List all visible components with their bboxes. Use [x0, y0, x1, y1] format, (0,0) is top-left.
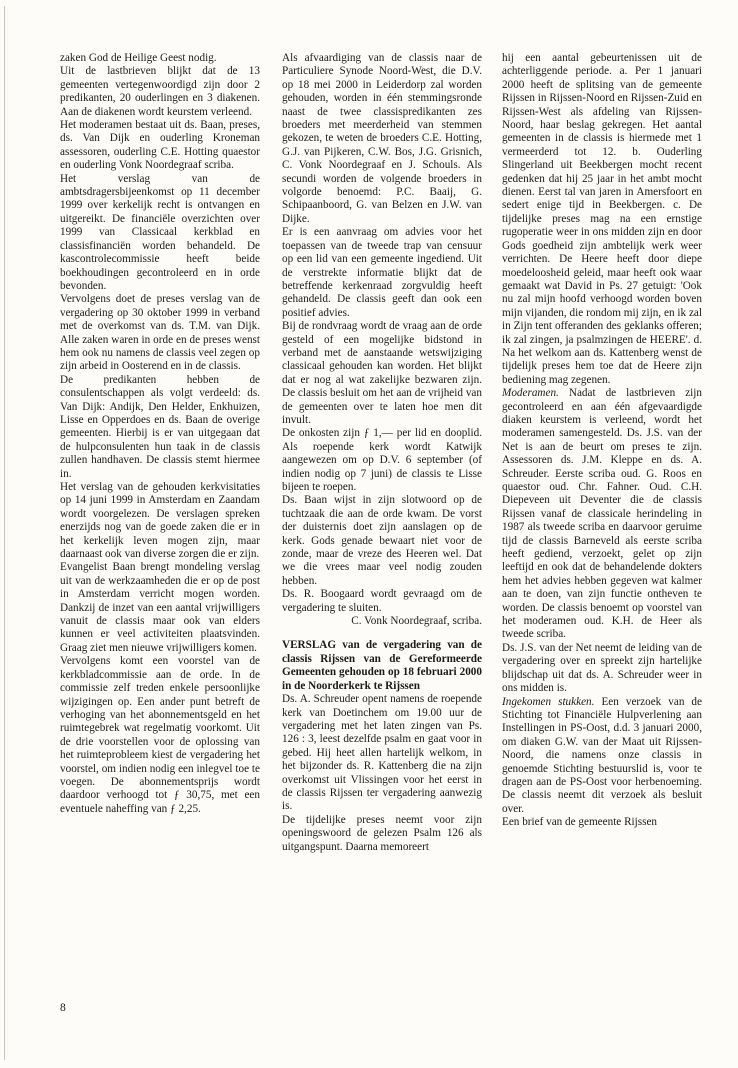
- paragraph-text: zaken God de Heilige Geest nodig.: [60, 52, 217, 64]
- paragraph: [282, 814, 482, 854]
- paragraph-text: Het verslag van de gehouden kerkvisitaties op 14 juni 1999 in Amsterdam en Zaandam wordt voorgelezen. De verslagen spreken enerzijds nog van de goede zaken die er in het kerkelijk leven mogen zijn, maar daarnaast ook van diverse zorgen die er zijn.: [60, 481, 260, 561]
- signature: [282, 615, 482, 628]
- paragraph: [502, 816, 702, 829]
- paragraph: [282, 588, 482, 615]
- paragraph: [282, 320, 482, 427]
- paragraph-text: Een verzoek van de Stichting tot Financiële Hulpverlening aan Instellingen in PS-Oost, d.d. 3 januari 2000, om diaken G.W. van der Maat uit Rijssen-Noord, die namens onze classis in genoemde Stichting bestuurslid is, voor te dragen aan de PS-Oost voor herbenoeming. De classis neemt dit verzoek als besluit over.: [502, 695, 702, 815]
- paragraph-text: De onkosten zijn ƒ 1,— per lid en dooplid. Als roepende kerk wordt Katwijk aangewezen om op D.V. 6 september (of indien nodig op 7 juni) de classis te Lisse bijeen te roepen.: [282, 427, 482, 493]
- paragraph-text: C. Vonk Noordegraaf, scriba.: [351, 615, 482, 628]
- paragraph: [502, 52, 702, 387]
- paragraph-text: Ds. A. Schreuder opent namens de roepende kerk van Doetinchem om 19.00 uur de vergadering met het laten zingen van Ps. 126 : 3, leest dezelfde psalm en gaat voor in gebed. Hij heet allen hartelijk welkom, in het bijzonder ds. R. Kattenberg die na zijn overkomst uit Vlissingen voor het eerst in de classis Rijssen ter vergadering aanwezig is.: [282, 693, 482, 813]
- paragraph: [282, 693, 482, 814]
- paragraph: [60, 561, 260, 655]
- paragraph: [502, 696, 702, 817]
- paragraph-text: Uit de lastbrieven blijkt dat de 13 gemeenten vertegenwoordigd zijn door 2 predikanten, 20 ouderlingen en 3 diakenen. Aan de diakenen wordt keurstem verleend.: [60, 65, 260, 118]
- paragraph: [502, 642, 702, 696]
- paragraph-text: Ds. J.S. van der Net neemt de leiding van de vergadering over en spreekt zijn hartelijke blijdschap uit dat ds. A. Schreuder weer in ons midden is.: [502, 641, 702, 695]
- paragraph-text: Er is een aanvraag om advies voor het toepassen van de tweede trap van censuur op een lid van een gemeente ingediend. Uit de verstrekte informatie blijkt dat de betreffende kerkenraad zorgvuldig heeft gehandeld. De classis geeft dan ook een positief advies.: [282, 226, 482, 319]
- page-number: 8: [60, 1002, 66, 1014]
- paragraph: [60, 119, 260, 173]
- paragraph: [282, 494, 482, 588]
- paragraph: [282, 427, 482, 494]
- paragraph-text: Vervolgens komt een voorstel van de kerkbladcommissie aan de orde. In de commissie zelf treden enkele persoonlijke wijzigingen op. Een ander punt betreft de verhoging van het abonnementsgeld en het ruimtegebrek wat regelmatig voorkomt. Uit de drie voorstellen voor de oplossing van het ruimteprobleem kiest de vergadering het voorstel, om indien nodig een inlegvel toe te voegen. De abonnementsprijs wordt daardoor verhoogd tot ƒ 30,75, met een eventuele naheffing van ƒ 2,25.: [60, 655, 260, 815]
- paragraph: [502, 387, 702, 642]
- paragraph-text: De predikanten hebben de consulentschappen als volgt verdeeld: ds. Van Dijk: Andijk, Den Helder, Enkhuizen, Lisse en Opperdoes en ds. Baan de overige gemeenten. Hierbij is er van uitgegaan dat de hulpconsulenten hun taak in de classis zullen handhaven. De classis stemt hiermee in.: [60, 373, 260, 480]
- paragraph-text: Het verslag van de ambtsdragersbijeenkomst op 11 december 1999 over kerkelijk recht is ontvangen en uitgereikt. De financiële overzichten over 1999 van Classicaal kerkblad en classisfinanciën worden behandeld. De kascontrolecommissie heeft beide boekhoudingen gecontroleerd en in orde bevonden.: [60, 172, 260, 292]
- paragraph: [60, 655, 260, 816]
- text-column-3: [502, 52, 702, 830]
- paragraph-text: hij een aantal gebeurtenissen uit de achterliggende periode. a. Per 1 januari 2000 heeft de splitsing van de gemeente Rijssen in Rijssen-Noord en Rijssen-Zuid en Rijssen-West als afdeling van Rijssen-Noord, haar beslag gekregen. Het aantal gemeenten in de classis is hiermede met 1 vermeerderd tot 12. b. Ouderling Slingerland uit Beekbergen mocht recent gedenken dat hij 25 jaar in het ambt mocht dienen. Eerst tal van jaren in Amersfoort en sedert enige tijd in Beekbergen. c. De tijdelijke preses mag na een ernstige rugoperatie weer in ons midden zijn en door Gods goedheid zijn ambtelijk werk weer verrichten. De Heere heeft door diepe moedeloosheid geleid, maar heeft ook waar gemaakt wat David in Ps. 27 getuigt: 'Ook nu zal mijn hoofd verhoogd worden boven mijn vijanden, die rondom mij zijn, en ik zal in Zijn tent offeranden des geklanks offeren; ik zal zingen, ja psalmzingen de HEERE'. d. Na het welkom aan ds. Kattenberg wenst de tijdelijk preses hem toe dat de Heere zijn bediening mag zegenen.: [502, 52, 702, 386]
- paragraph-text: Evangelist Baan brengt mondeling verslag uit van de werkzaamheden die er op de post in Amsterdam verricht mogen worden. Dankzij de inzet van een aantal vrijwilligers vanuit de classis maar ook van elders kunnen er veel activiteiten plaatsvinden. Graag ziet men nieuwe vrijwilligers komen.: [60, 561, 260, 654]
- page-edge: [4, 6, 5, 1060]
- paragraph: [60, 52, 260, 65]
- paragraph: [60, 293, 260, 373]
- paragraph-text: Bij de rondvraag wordt de vraag aan de orde gesteld of een mogelijke bidstond in verband met de aanstaande wetswijziging classicaal gehouden kan worden. Het blijkt dat er nog al wat zakelijke bezwaren zijn. De classis besluit om het aan de vrijheid van de gemeenten over te laten hoe men dit invult.: [282, 320, 482, 426]
- paragraph-text: De tijdelijke preses neemt voor zijn openingswoord de gelezen Psalm 126 als uitgangspunt. Daarna memoreert: [282, 813, 482, 853]
- paragraph: [282, 52, 482, 226]
- text-column-1: [60, 52, 260, 816]
- paragraph-text: Het moderamen bestaat uit ds. Baan, preses, ds. Van Dijk en ouderling Kroneman assessoren, ouderling C.E. Hotting quaestor en ouderling Vonk Noordegraaf scriba.: [60, 119, 260, 172]
- section-heading: [282, 639, 482, 693]
- paragraph-text: Nadat de lastbrieven zijn gecontroleerd en aan één afgevaardigde diaken keurstem is verleend, wordt het moderamen samengesteld. Ds. J.S. van der Net is aan de beurt om preses te zijn. Assessoren ds. J.M. Kleppe en ds. A. Schreuder. Eerste scriba oud. G. Roos en quaestor oud. Chr. Fahner. Oud. C.H. Diepeveen uit Deventer die de classis Rijssen vanaf de classicale herindeling in 1987 als tweede scriba en daarvoor geruime tijd de classis Barneveld als eerste scriba heeft gediend, verzoekt, gelet op zijn leeftijd en ook dat de behandelende dokters hem het advies hebben gegeven wat kalmer aan te doen, van zijn functie ontheven te worden. De classis benoemt op voorstel van het moderamen oud. K.H. de Heer als tweede scriba.: [502, 387, 702, 641]
- paragraph: [60, 481, 260, 561]
- paragraph: [60, 65, 260, 119]
- paragraph-text: Ds. Baan wijst in zijn slotwoord op de tuchtzaak die aan de orde kwam. De vorst der duisternis doet zijn aanslagen op de kerk. Gods genade bewaart niet voor de zonde, maar de vreze des Heeren wel. Dat we die vrees maar veel nodig zouden hebben.: [282, 494, 482, 587]
- paragraph-text: Een brief van de gemeente Rijssen: [502, 816, 658, 829]
- paragraph-text: Vervolgens doet de preses verslag van de vergadering op 30 oktober 1999 in verband met de overkomst van ds. T.M. van Dijk. Alle zaken waren in orde en de preses wenst hem ook nu namens de classis veel zegen op zijn arbeid in Oosterend en in de classis.: [60, 293, 260, 373]
- text-column-2: [282, 52, 482, 854]
- paragraph: [60, 374, 260, 481]
- paragraph-text: VERSLAG van de vergadering van de classis Rijssen van de Gereformeerde Gemeenten gehouden op 18 februari 2000 in de Noorderkerk te Rijssen: [282, 639, 482, 692]
- paragraph: [60, 173, 260, 294]
- paragraph: [282, 226, 482, 320]
- paragraph-lead: Moderamen.: [502, 387, 559, 400]
- paragraph-lead: Ingekomen stukken.: [502, 695, 595, 708]
- paragraph-text: Ds. R. Boogaard wordt gevraagd om de vergadering te sluiten.: [282, 588, 482, 614]
- paragraph-text: Als afvaardiging van de classis naar de Particuliere Synode Noord-West, die D.V. op 18 mei 2000 in Leiderdorp zal worden gehouden, worden in één stemmingsronde naast de twee classispredikanten zes broeders met meerderheid van stemmen gekozen, te weten de broeders C.E. Hotting, G.J. van Pijkeren, C.W. Bos, J.G. Grisnich, C. Vonk Noordegraaf en J. Schouls. Als secundi worden de volgende broeders in volgorde benoemd: P.C. Baaij, G. Schipaanboord, G. van Belzen en J.W. van Dijke.: [282, 52, 482, 225]
